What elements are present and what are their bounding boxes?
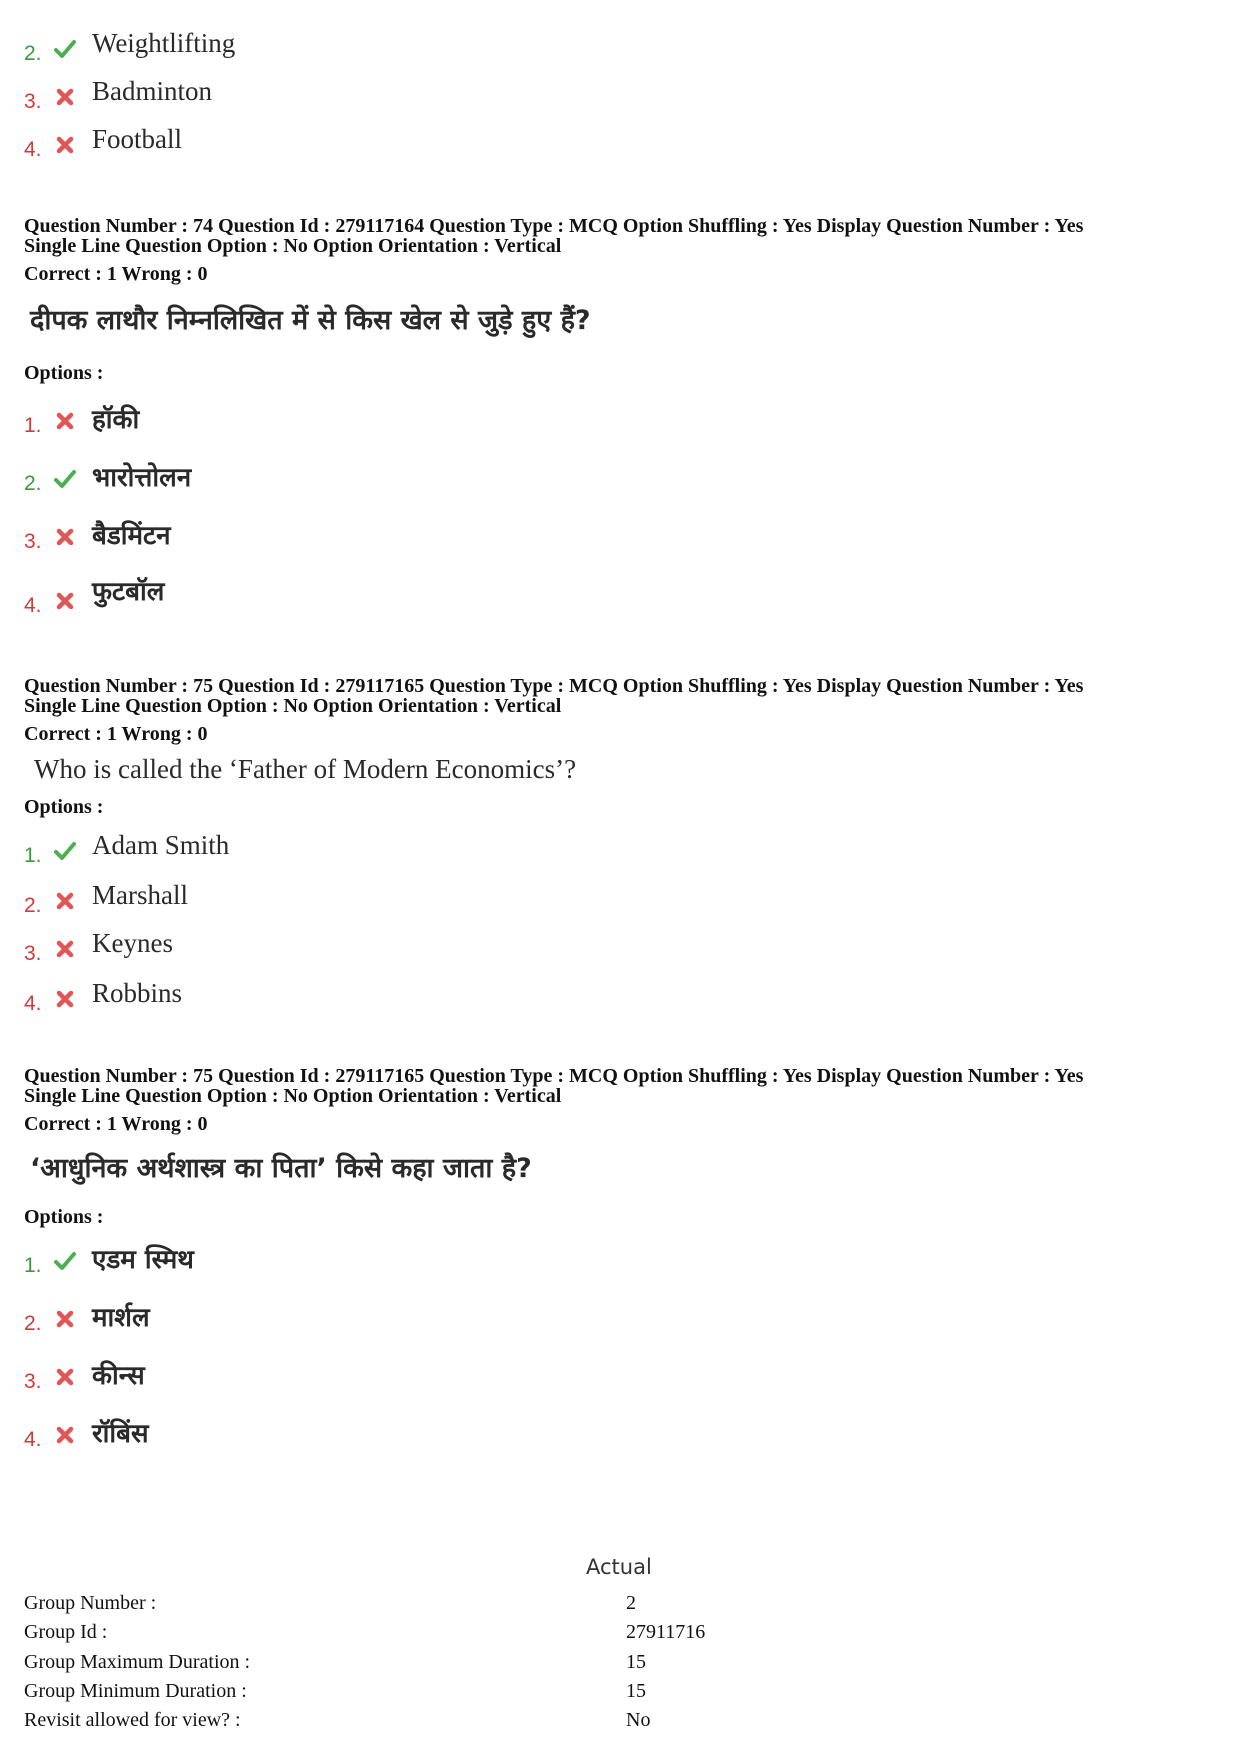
option-number: 3. bbox=[24, 942, 42, 965]
option-number: 3. bbox=[24, 90, 42, 113]
cross-icon bbox=[54, 134, 76, 156]
option-text: रॉबिंस bbox=[92, 1419, 149, 1449]
option-text: एडम स्मिथ bbox=[92, 1245, 194, 1275]
check-icon bbox=[54, 38, 76, 60]
option-number: 2. bbox=[24, 1312, 42, 1335]
check-icon bbox=[54, 1250, 76, 1272]
cross-icon bbox=[54, 938, 76, 960]
group-row-label: Group Maximum Duration : bbox=[24, 1651, 251, 1673]
cross-icon bbox=[54, 988, 76, 1010]
question-meta: Single Line Question Option : No Option Orientation : Vertical bbox=[24, 695, 562, 717]
group-row-label: Group Number : bbox=[24, 1592, 157, 1614]
cross-icon bbox=[54, 526, 76, 548]
group-row-value: 27911716 bbox=[626, 1621, 706, 1643]
option-number: 2. bbox=[24, 894, 42, 917]
cross-icon bbox=[54, 590, 76, 612]
option-number: 1. bbox=[24, 844, 42, 867]
option-text: कीन्स bbox=[92, 1361, 145, 1391]
option-number: 4. bbox=[24, 992, 42, 1015]
option-text: बैडमिंटन bbox=[92, 521, 171, 551]
option-number: 1. bbox=[24, 1254, 42, 1277]
option-text: भारोत्तोलन bbox=[92, 463, 192, 493]
option-text: Keynes bbox=[92, 928, 173, 958]
options-label: Options : bbox=[24, 796, 104, 818]
options-label: Options : bbox=[24, 362, 104, 384]
option-text: Badminton bbox=[92, 76, 212, 106]
option-number: 4. bbox=[24, 138, 42, 161]
question-text: Who is called the ‘Father of Modern Economics’? bbox=[34, 754, 577, 784]
cross-icon bbox=[54, 86, 76, 108]
option-number: 2. bbox=[24, 42, 42, 65]
group-row-label: Group Id : bbox=[24, 1621, 108, 1643]
question-meta: Question Number : 74 Question Id : 279117164 Question Type : MCQ Option Shuffling : Yes Display Question Number : Yes bbox=[24, 215, 1084, 237]
cross-icon bbox=[54, 410, 76, 432]
option-text: Adam Smith bbox=[92, 830, 230, 860]
question-meta: Single Line Question Option : No Option Orientation : Vertical bbox=[24, 235, 562, 257]
option-number: 4. bbox=[24, 594, 42, 617]
option-text: Weightlifting bbox=[92, 28, 236, 58]
group-row-value: 15 bbox=[626, 1680, 646, 1702]
option-text: Football bbox=[92, 124, 183, 154]
question-marks: Correct : 1 Wrong : 0 bbox=[24, 723, 208, 745]
check-icon bbox=[54, 468, 76, 490]
question-meta: Question Number : 75 Question Id : 279117165 Question Type : MCQ Option Shuffling : Yes Display Question Number : Yes bbox=[24, 1065, 1084, 1087]
options-label: Options : bbox=[24, 1206, 104, 1228]
option-text: हॉकी bbox=[92, 405, 140, 435]
check-icon bbox=[54, 840, 76, 862]
question-text: ‘आधुनिक अर्थशास्त्र का पिता’ किसे कहा जाता है? bbox=[30, 1153, 532, 1184]
option-number: 2. bbox=[24, 472, 42, 495]
group-row-value: 15 bbox=[626, 1651, 646, 1673]
cross-icon bbox=[54, 1366, 76, 1388]
cross-icon bbox=[54, 890, 76, 912]
option-text: फुटबॉल bbox=[92, 577, 165, 607]
option-text: Marshall bbox=[92, 880, 188, 910]
question-marks: Correct : 1 Wrong : 0 bbox=[24, 1113, 208, 1135]
option-text: मार्शल bbox=[92, 1303, 150, 1333]
question-meta: Question Number : 75 Question Id : 279117165 Question Type : MCQ Option Shuffling : Yes Display Question Number : Yes bbox=[24, 675, 1084, 697]
question-marks: Correct : 1 Wrong : 0 bbox=[24, 263, 208, 285]
question-meta: Single Line Question Option : No Option Orientation : Vertical bbox=[24, 1085, 562, 1107]
option-number: 3. bbox=[24, 1370, 42, 1393]
cross-icon bbox=[54, 1308, 76, 1330]
option-number: 4. bbox=[24, 1428, 42, 1451]
option-number: 3. bbox=[24, 530, 42, 553]
option-number: 1. bbox=[24, 414, 42, 437]
group-row-value: No bbox=[626, 1709, 651, 1731]
group-header: Actual bbox=[586, 1555, 652, 1579]
group-row-label: Group Minimum Duration : bbox=[24, 1680, 247, 1702]
option-text: Robbins bbox=[92, 978, 183, 1008]
question-text: दीपक लाथौर निम्नलिखित में से किस खेल से जुड़े हुए हैं? bbox=[30, 305, 591, 336]
group-row-value: 2 bbox=[626, 1592, 636, 1614]
cross-icon bbox=[54, 1424, 76, 1446]
group-row-label: Revisit allowed for view? : bbox=[24, 1709, 241, 1731]
